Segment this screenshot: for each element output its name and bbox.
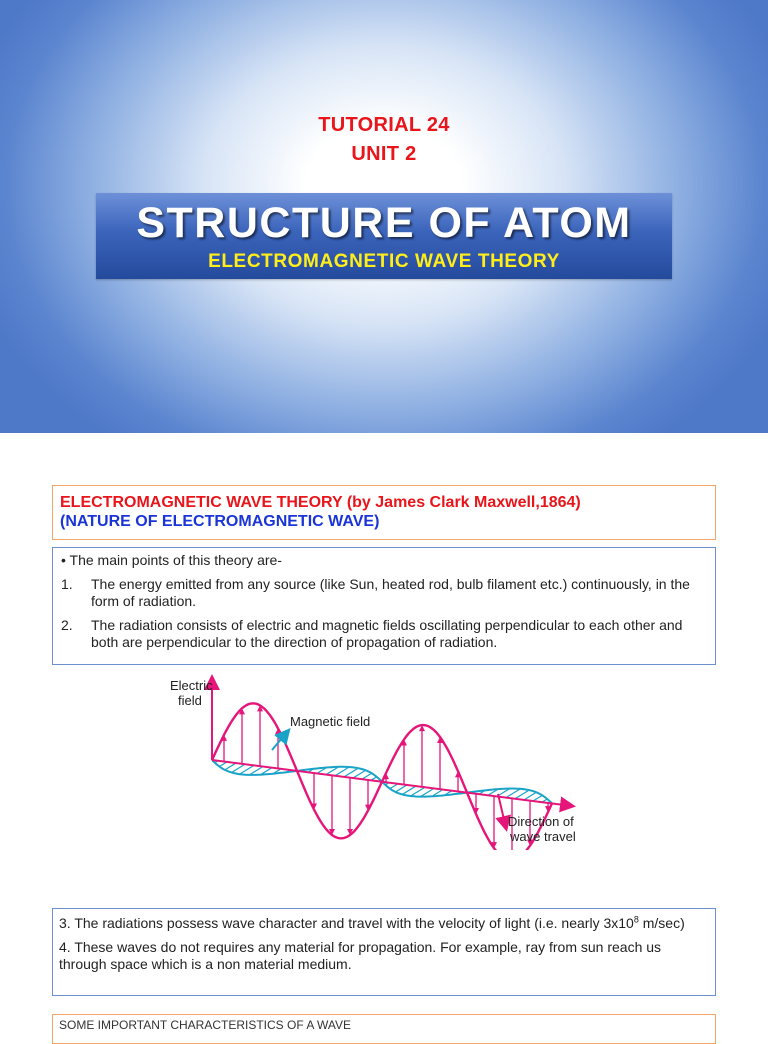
direction-pointer-arrow [498, 794, 506, 828]
magnetic-hatch-line [524, 792, 536, 800]
em-wave-diagram [160, 668, 590, 850]
title-slide [0, 0, 768, 433]
electric-wave-curve [212, 703, 552, 850]
propagation-axis [212, 760, 572, 806]
list-item-number: 2. [61, 617, 91, 651]
list-item [61, 617, 707, 651]
banner-subtitle: ELECTROMAGNETIC WAVE THEORY [96, 251, 672, 273]
point-3 [59, 915, 709, 932]
point-3-unit: m/sec) [639, 915, 685, 931]
magnetic-hatch-line [353, 770, 366, 778]
heading-line-1: ELECTROMAGNETIC WAVE THEORY (by James Clark Maxwell,1864) [60, 493, 708, 512]
title-banner [96, 193, 672, 279]
list-item-text: The radiation consists of electric and magnetic fields oscillating perpendicular to each other and both are perpendicular to the direction of propagation of radiation. [91, 617, 707, 651]
electric-field-label: Electric [170, 678, 213, 693]
electric-field-label-2: field [178, 693, 202, 708]
magnetic-field-label: Magnetic field [290, 714, 370, 729]
magnetic-hatch-line [231, 764, 245, 772]
point-3-text: 3. The radiations possess wave character and travel with the velocity of light (i.e. nearly 3x10 [59, 915, 634, 931]
magnetic-hatch-line [396, 785, 407, 792]
wave-properties-box [52, 908, 716, 996]
banner-title: STRUCTURE OF ATOM [96, 199, 672, 248]
direction-label: Direction of [508, 814, 574, 829]
unit-number: UNIT 2 [0, 143, 768, 166]
magnetic-hatch-line [402, 786, 416, 794]
electric-field-wave [212, 703, 552, 850]
magnetic-hatch-line [225, 763, 236, 770]
intro-bullet: • The main points of this theory are- [61, 552, 707, 569]
point-3-exponent: 8 [634, 914, 639, 924]
magnetic-hatch-line [533, 795, 542, 801]
list-item-text: The energy emitted from any source (like Sun, heated rod, bulb filament etc.) continuously, in the form of radiation. [91, 576, 707, 610]
list-item-number: 1. [61, 576, 91, 610]
characteristics-heading-box [52, 1014, 716, 1044]
direction-label-2: wave travel [509, 829, 576, 844]
heading-line-2: (NATURE OF ELECTROMAGNETIC WAVE) [60, 512, 708, 531]
point-4: 4. These waves do not requires any material for propagation. For example, ray from sun reach us through space which is a non material medium. [59, 939, 709, 973]
magnetic-hatch-line [362, 773, 372, 779]
em-wave-svg [160, 668, 590, 850]
heading-box [52, 485, 716, 540]
magnetic-hatch-line [249, 767, 263, 775]
tutorial-number: TUTORIAL 24 [0, 114, 768, 137]
list-item [61, 576, 707, 610]
characteristics-heading: SOME IMPORTANT CHARACTERISTICS OF A WAVE [59, 1017, 709, 1033]
theory-points-box [52, 547, 716, 665]
